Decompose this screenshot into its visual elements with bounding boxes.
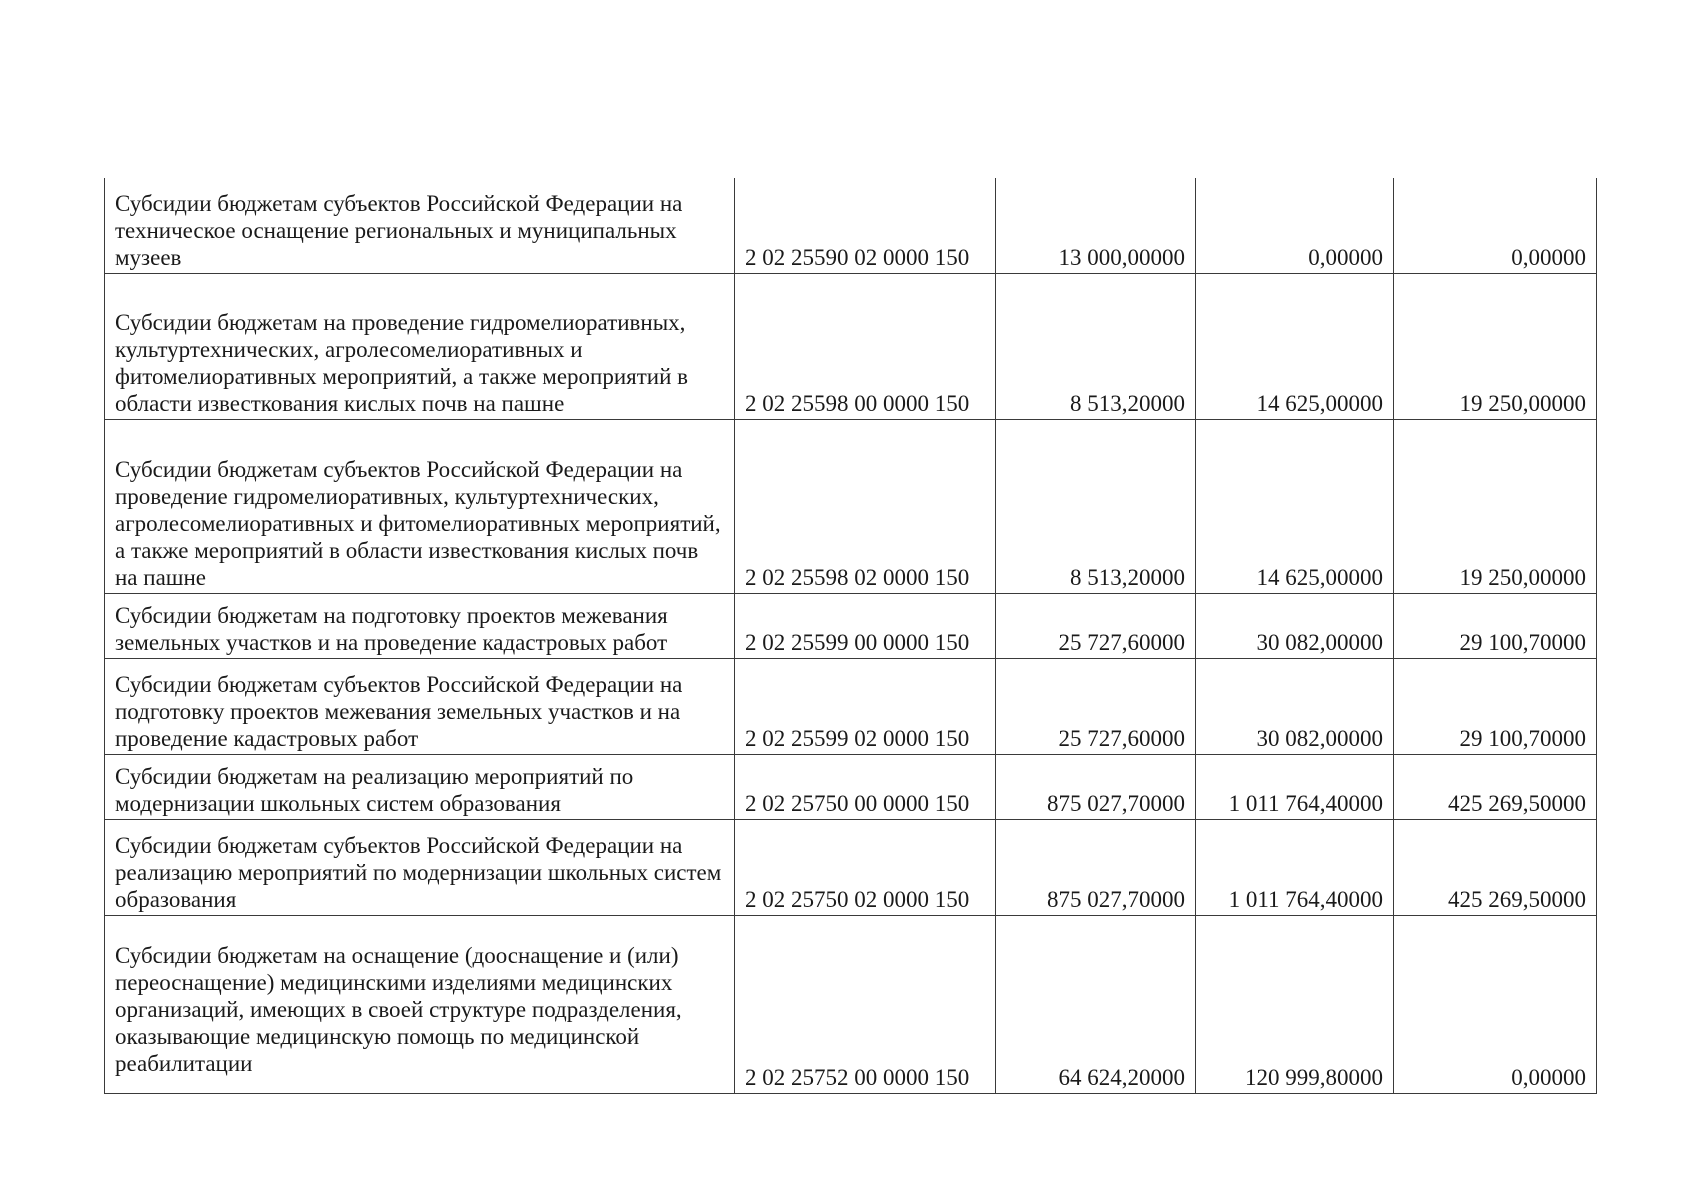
subsidy-name-cell: Субсидии бюджетам на реализацию мероприятий по модернизации школьных систем образования — [105, 755, 735, 820]
budget-code-cell: 2 02 25598 02 0000 150 — [735, 420, 996, 594]
amount-year-3-cell: 19 250,00000 — [1394, 420, 1597, 594]
amount-year-2-cell: 30 082,00000 — [1196, 659, 1394, 755]
amount-year-1-cell: 8 513,20000 — [996, 420, 1196, 594]
amount-year-3-cell: 29 100,70000 — [1394, 659, 1597, 755]
table-row — [105, 420, 1597, 594]
subsidy-name-cell: Субсидии бюджетам субъектов Российской Федерации на подготовку проектов межевания земельных участков и на проведение кадастровых работ — [105, 659, 735, 755]
amount-year-1-cell: 8 513,20000 — [996, 274, 1196, 420]
subsidies-table — [104, 178, 1597, 1094]
table-row — [105, 274, 1597, 420]
amount-year-2-cell: 1 011 764,40000 — [1196, 755, 1394, 820]
amount-year-1-cell: 64 624,20000 — [996, 916, 1196, 1094]
table-row — [105, 755, 1597, 820]
table-row — [105, 594, 1597, 659]
budget-code-cell: 2 02 25598 00 0000 150 — [735, 274, 996, 420]
amount-year-3-cell: 29 100,70000 — [1394, 594, 1597, 659]
amount-year-2-cell: 14 625,00000 — [1196, 420, 1394, 594]
subsidy-name-cell: Субсидии бюджетам на проведение гидромелиоративных, культуртехнических, агролесомелиоративных и фитомелиоративных мероприятий, а также мероприятий в области известкования кислых почв на пашне — [105, 274, 735, 420]
amount-year-2-cell: 1 011 764,40000 — [1196, 820, 1394, 916]
amount-year-1-cell: 875 027,70000 — [996, 755, 1196, 820]
budget-code-cell: 2 02 25590 02 0000 150 — [735, 178, 996, 274]
subsidy-name-cell: Субсидии бюджетам субъектов Российской Федерации на реализацию мероприятий по модернизации школьных систем образования — [105, 820, 735, 916]
subsidy-name-cell: Субсидии бюджетам субъектов Российской Федерации на техническое оснащение региональных и муниципальных музеев — [105, 178, 735, 274]
table-row — [105, 820, 1597, 916]
subsidy-name-cell: Субсидии бюджетам субъектов Российской Федерации на проведение гидромелиоративных, культуртехнических, агролесомелиоративных и фитомелиоративных мероприятий, а также мероприятий в области известкования кислых почв на пашне — [105, 420, 735, 594]
table-row — [105, 178, 1597, 274]
subsidy-name-cell: Субсидии бюджетам на подготовку проектов межевания земельных участков и на проведение кадастровых работ — [105, 594, 735, 659]
amount-year-2-cell: 30 082,00000 — [1196, 594, 1394, 659]
amount-year-3-cell: 0,00000 — [1394, 916, 1597, 1094]
amount-year-1-cell: 13 000,00000 — [996, 178, 1196, 274]
subsidy-name-cell: Субсидии бюджетам на оснащение (дооснащение и (или) переоснащение) медицинскими изделиями медицинских организаций, имеющих в своей структуре подразделения, оказывающие медицинскую помощь по медицинской реабилитации — [105, 916, 735, 1094]
amount-year-2-cell: 0,00000 — [1196, 178, 1394, 274]
amount-year-2-cell: 14 625,00000 — [1196, 274, 1394, 420]
table-row — [105, 916, 1597, 1094]
budget-code-cell: 2 02 25599 02 0000 150 — [735, 659, 996, 755]
amount-year-1-cell: 875 027,70000 — [996, 820, 1196, 916]
table-row — [105, 659, 1597, 755]
budget-code-cell: 2 02 25750 02 0000 150 — [735, 820, 996, 916]
amount-year-3-cell: 0,00000 — [1394, 178, 1597, 274]
amount-year-3-cell: 19 250,00000 — [1394, 274, 1597, 420]
amount-year-3-cell: 425 269,50000 — [1394, 755, 1597, 820]
amount-year-2-cell: 120 999,80000 — [1196, 916, 1394, 1094]
budget-code-cell: 2 02 25752 00 0000 150 — [735, 916, 996, 1094]
budget-code-cell: 2 02 25599 00 0000 150 — [735, 594, 996, 659]
amount-year-1-cell: 25 727,60000 — [996, 594, 1196, 659]
budget-code-cell: 2 02 25750 00 0000 150 — [735, 755, 996, 820]
amount-year-3-cell: 425 269,50000 — [1394, 820, 1597, 916]
amount-year-1-cell: 25 727,60000 — [996, 659, 1196, 755]
